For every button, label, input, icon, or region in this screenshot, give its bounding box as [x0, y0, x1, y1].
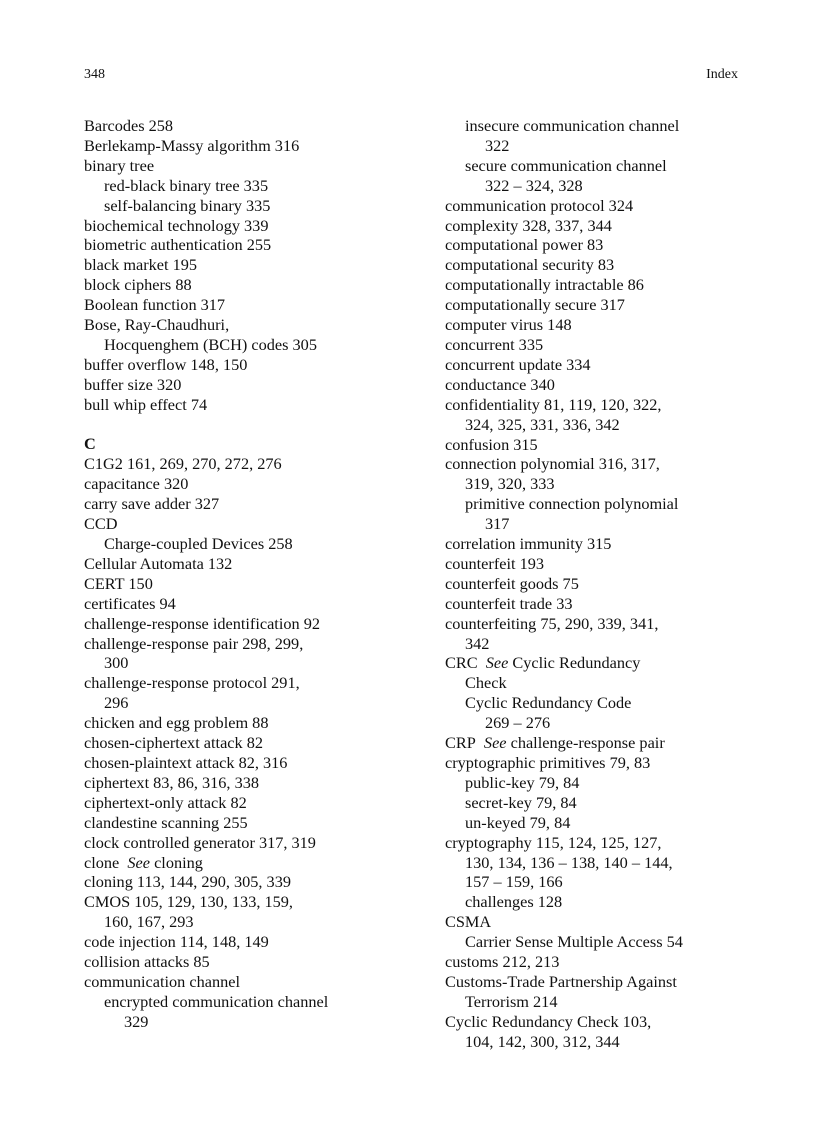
index-entry: ciphertext 83, 86, 316, 338 — [84, 772, 259, 792]
index-entry: correlation immunity 315 — [445, 534, 612, 554]
index-subentry: 130, 134, 136 – 138, 140 – 144, — [465, 852, 673, 872]
index-entry: concurrent 335 — [445, 334, 544, 354]
index-subentry: Terrorism 214 — [465, 991, 558, 1011]
index-entry: Barcodes 258 — [84, 116, 174, 135]
index-subentry: 300 — [104, 653, 129, 673]
index-entry: conductance 340 — [445, 374, 555, 394]
see-reference-marker: See — [485, 653, 509, 673]
index-entry: computational power 83 — [445, 235, 604, 255]
index-subentry: self-balancing binary 335 — [104, 195, 271, 215]
index-entry: complexity 328, 337, 344 — [445, 215, 612, 235]
index-entry: Berlekamp-Massy algorithm 316 — [84, 135, 300, 155]
index-entry: CERT 150 — [84, 573, 153, 593]
index-subentry: Charge-coupled Devices 258 — [104, 534, 293, 554]
index-entry: black market 195 — [84, 255, 198, 275]
index-subentry: challenges 128 — [465, 892, 563, 912]
index-entry: chicken and egg problem 88 — [84, 713, 269, 733]
index-subentry: 160, 167, 293 — [104, 912, 194, 932]
index-entry: computationally secure 317 — [445, 295, 625, 315]
index-entry: cryptography 115, 124, 125, 127, — [445, 832, 662, 852]
index-entry: concurrent update 334 — [445, 354, 591, 374]
index-subentry: 157 – 159, 166 — [465, 872, 563, 892]
index-entry — [84, 853, 434, 873]
index-entry: Customs-Trade Partnership Against — [445, 971, 677, 991]
index-entry: challenge-response protocol 291, — [84, 673, 300, 693]
index-entry: counterfeit trade 33 — [445, 593, 573, 613]
index-entry: buffer size 320 — [84, 374, 182, 394]
index-subentry: 322 – 324, 328 — [485, 175, 583, 195]
index-subentry: 329 — [124, 1011, 149, 1031]
see-reference-target: Cyclic Redundancy — [512, 653, 641, 673]
see-reference-target: challenge-response pair — [510, 733, 665, 753]
index-subentry: secure communication channel — [465, 155, 667, 175]
index-entry: challenge-response identification 92 — [84, 613, 320, 633]
index-subentry: 319, 320, 333 — [465, 474, 555, 494]
index-subentry: 104, 142, 300, 312, 344 — [465, 1031, 620, 1051]
index-entry: customs 212, 213 — [445, 952, 560, 972]
index-entry: computer virus 148 — [445, 315, 572, 335]
index-subentry: primitive connection polynomial — [465, 494, 679, 514]
index-subentry: Hocquenghem (BCH) codes 305 — [104, 334, 317, 354]
index-entry: counterfeit goods 75 — [445, 573, 579, 593]
page-number: 348 — [84, 67, 105, 82]
index-entry: code injection 114, 148, 149 — [84, 932, 269, 952]
index-entry: ciphertext-only attack 82 — [84, 792, 247, 812]
index-entry: C1G2 161, 269, 270, 272, 276 — [84, 454, 282, 474]
index-entry: biometric authentication 255 — [84, 235, 272, 255]
index-entry: computationally intractable 86 — [445, 275, 644, 295]
index-column-right — [445, 116, 745, 1052]
index-term: CRC — [445, 653, 478, 673]
index-entry: confidentiality 81, 119, 120, 322, — [445, 394, 662, 414]
section-spacer — [84, 415, 434, 435]
index-entry: communication protocol 324 — [445, 195, 634, 215]
index-entry: CMOS 105, 129, 130, 133, 159, — [84, 892, 293, 912]
index-subentry: public-key 79, 84 — [465, 772, 580, 792]
index-entry: counterfeiting 75, 290, 339, 341, — [445, 613, 659, 633]
index-subentry: insecure communication channel — [465, 116, 680, 135]
index-subentry: 296 — [104, 693, 129, 713]
index-subentry: 324, 325, 331, 336, 342 — [465, 414, 620, 434]
index-term: CRP — [445, 733, 476, 753]
index-entry: bull whip effect 74 — [84, 394, 208, 414]
index-entry: cloning 113, 144, 290, 305, 339 — [84, 872, 291, 892]
index-entry: carry save adder 327 — [84, 494, 220, 514]
index-entry: block ciphers 88 — [84, 275, 192, 295]
index-subentry: un-keyed 79, 84 — [465, 812, 571, 832]
index-entry: counterfeit 193 — [445, 553, 545, 573]
index-entry: capacitance 320 — [84, 474, 189, 494]
index-entry: Bose, Ray-Chaudhuri, — [84, 315, 230, 335]
index-entry: connection polynomial 316, 317, — [445, 454, 660, 474]
index-entry: Boolean function 317 — [84, 295, 226, 315]
index-entry: computational security 83 — [445, 255, 615, 275]
index-entry: collision attacks 85 — [84, 952, 210, 972]
index-entry — [445, 733, 745, 753]
index-entry: chosen-plaintext attack 82, 316 — [84, 752, 288, 772]
index-column-left — [84, 116, 434, 1032]
index-subentry: 269 – 276 — [485, 713, 551, 733]
index-entry: confusion 315 — [445, 434, 538, 454]
index-entry: Cyclic Redundancy Check 103, — [445, 1011, 652, 1031]
index-entry: communication channel — [84, 971, 240, 991]
index-entry — [445, 653, 745, 673]
index-entry: chosen-ciphertext attack 82 — [84, 733, 264, 753]
index-entry: binary tree — [84, 155, 155, 175]
index-subentry: 342 — [465, 633, 490, 653]
index-entry: cryptographic primitives 79, 83 — [445, 753, 651, 772]
index-entry: certificates 94 — [84, 593, 176, 613]
index-entry: buffer overflow 148, 150 — [84, 354, 248, 374]
index-subentry: Check — [465, 673, 507, 693]
section-letter: C — [84, 434, 96, 454]
index-subentry: secret-key 79, 84 — [465, 792, 577, 812]
index-subentry: 317 — [485, 514, 510, 534]
see-reference-target: cloning — [154, 852, 203, 872]
index-entry: Cellular Automata 132 — [84, 553, 233, 573]
index-entry: CCD — [84, 514, 118, 534]
index-term: clone — [84, 852, 120, 872]
index-entry: biochemical technology 339 — [84, 215, 269, 235]
index-subentry: 322 — [485, 135, 510, 155]
index-entry: clock controlled generator 317, 319 — [84, 832, 316, 852]
running-head: Index — [706, 67, 738, 82]
see-reference-marker: See — [483, 733, 507, 753]
index-subentry: red-black binary tree 335 — [104, 175, 269, 195]
page-header — [84, 67, 738, 87]
index-entry: CSMA — [445, 912, 492, 932]
see-reference-marker: See — [127, 852, 150, 872]
index-subentry: Cyclic Redundancy Code — [465, 693, 632, 713]
index-entry: clandestine scanning 255 — [84, 812, 248, 832]
index-subentry: encrypted communication channel — [104, 991, 329, 1011]
index-subentry: Carrier Sense Multiple Access 54 — [465, 932, 683, 952]
index-entry: challenge-response pair 298, 299, — [84, 633, 304, 653]
